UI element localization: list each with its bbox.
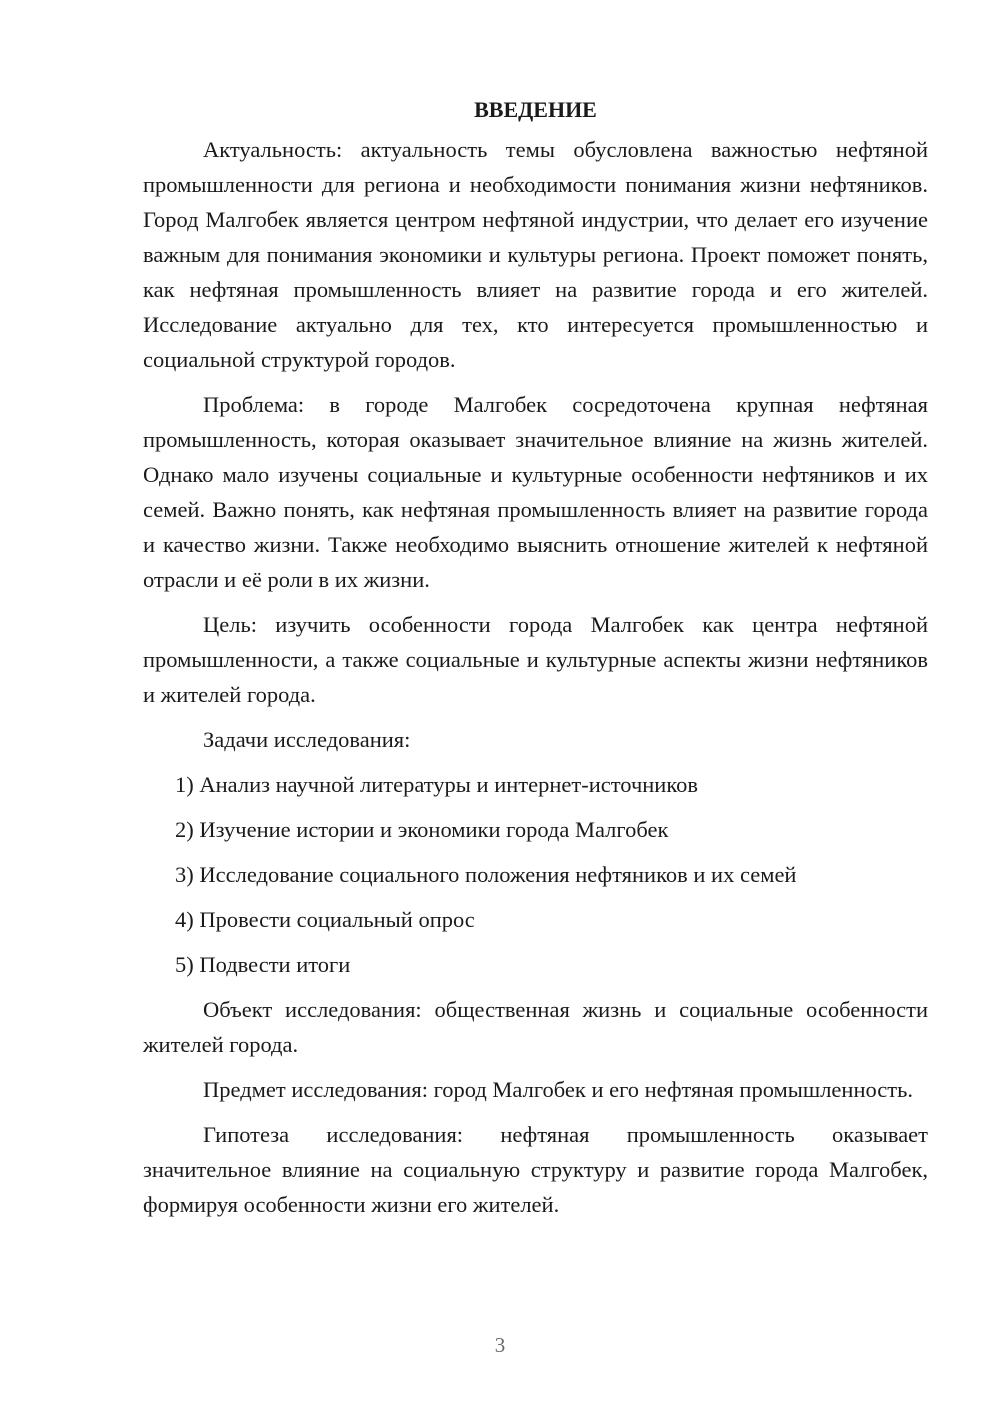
- document-page: [143, 92, 928, 1222]
- task-item-5: 5) Подвести итоги: [175, 952, 351, 977]
- task-item-4: 4) Провести социальный опрос: [175, 907, 475, 932]
- relevance-paragraph: Актуальность: актуальность темы обусловлена важностью нефтяной промышленности для региона и необходимости понимания жизни нефтяников. Город Малгобек является центром нефтяной индустрии, что делает его изучение важным для понимания экономики и культуры региона. Проект поможет понять, как нефтяная промышленность влияет на развитие города и его жителей. Исследование актуально для тех, кто интересуется промышленностью и социальной структурой городов.: [143, 137, 928, 372]
- subject-paragraph: Предмет исследования: город Малгобек и его нефтяная промышленность.: [203, 1077, 914, 1102]
- task-item-3: 3) Исследование социального положения нефтяников и их семей: [175, 862, 797, 887]
- problem-paragraph: Проблема: в городе Малгобек сосредоточена крупная нефтяная промышленность, которая оказывает значительное влияние на жизнь жителей. Однако мало изучены социальные и культурные особенности нефтяников и их семей. Важно понять, как нефтяная промышленность влияет на развитие города и качество жизни. Также необходимо выяснить отношение жителей к нефтяной отрасли и её роли в их жизни.: [143, 392, 928, 592]
- object-paragraph: Объект исследования: общественная жизнь и социальные особенности жителей города.: [143, 997, 928, 1057]
- tasks-title: Задачи исследования:: [203, 727, 411, 752]
- task-item-2: 2) Изучение истории и экономики города Малгобек: [175, 817, 669, 842]
- task-item-1: 1) Анализ научной литературы и интернет-источников: [175, 772, 699, 797]
- page-number: 3: [494, 1333, 506, 1357]
- hypothesis-paragraph: Гипотеза исследования: нефтяная промышленность оказывает значительное влияние на социальную структуру и развитие города Малгобек, формируя особенности жизни его жителей.: [143, 1122, 928, 1217]
- section-heading: ВВЕДЕНИЕ: [474, 97, 597, 122]
- goal-paragraph: Цель: изучить особенности города Малгобек как центра нефтяной промышленности, а также социальные и культурные аспекты жизни нефтяников и жителей города.: [143, 612, 928, 707]
